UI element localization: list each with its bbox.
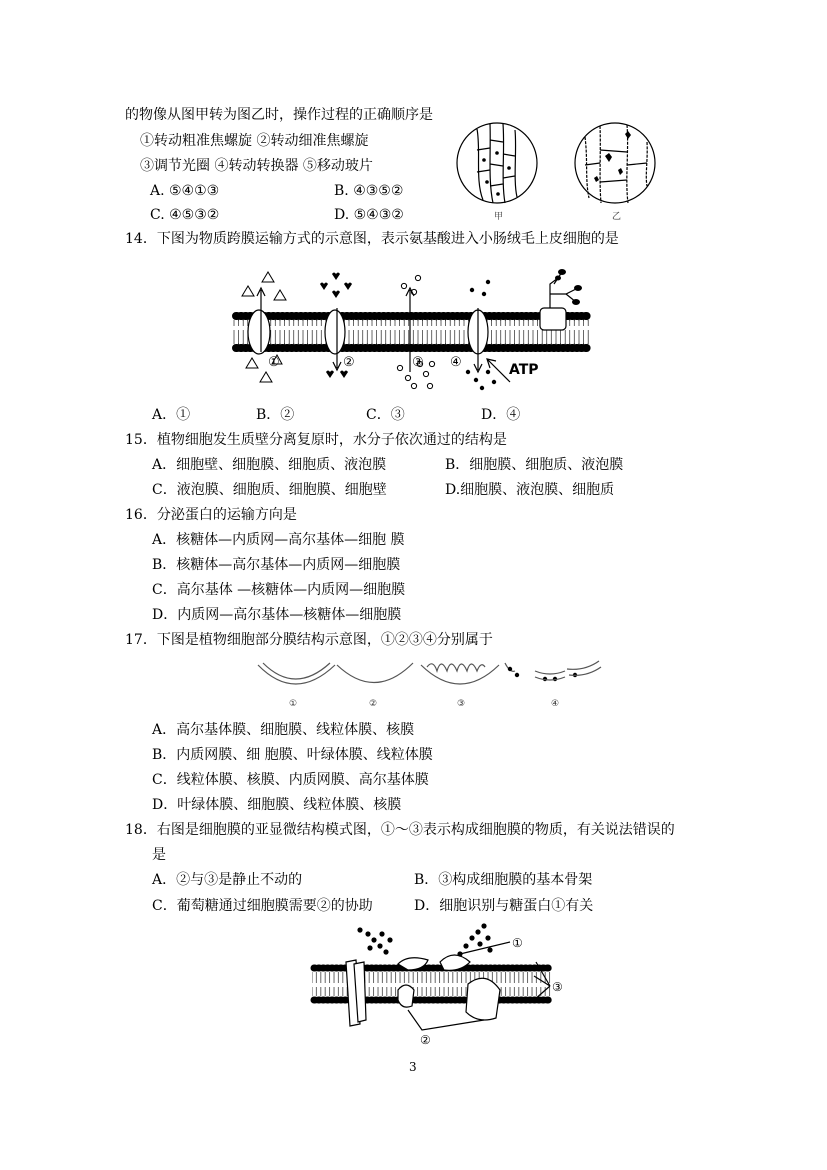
membrane-transport-figure [232,268,602,390]
q16-option-a: A．核糖体—内质网—高尔基体—细胞 膜 [152,532,405,548]
q13-option-b: B. ④③⑤② [334,183,404,199]
q18-option-d: D．细胞识别与糖蛋白①有关 [414,898,594,914]
fig17-label-1: ① [289,699,298,709]
fig14-label-2: ② [343,355,355,370]
fig17-label-3: ③ [457,699,466,709]
q17-option-d: D．叶绿体膜、细胞膜、线粒体膜、核膜 [152,797,402,813]
q18-option-b: B．③构成细胞膜的基本骨架 [414,872,593,888]
q14-stem: 14．下图为物质跨膜运输方式的示意图，表示氨基酸进入小肠绒毛上皮细胞的是 [125,231,619,247]
q15-stem: 15．植物细胞发生质壁分离复原时，水分子依次通过的结构是 [125,432,507,448]
q17-option-a: A．高尔基体膜、细胞膜、线粒体膜、核膜 [152,722,415,738]
q14-option-a: A．① [152,407,191,423]
fig-label-jia: 甲 [494,212,504,222]
fig18-label-3: ③ [552,980,563,994]
q15-option-d: D.细胞膜、液泡膜、细胞质 [445,482,615,498]
q15-option-a: A．细胞壁、细胞膜、细胞质、液泡膜 [152,457,387,473]
fig18-label-2: ② [420,1033,431,1047]
q16-option-b: B．核糖体—高尔基体—内质网—细胞膜 [152,557,401,573]
q18-stem-line2: 是 [152,847,166,863]
q13-steps-line1: ①转动粗准焦螺旋 ②转动细准焦螺旋 [140,133,369,149]
q18-stem-line1: 18．右图是细胞膜的亚显微结构模式图，①～③表示构成细胞膜的物质，有关说法错误的 [125,822,675,838]
q14-option-d: D．④ [481,407,521,423]
fig14-label-atp: ATP [509,362,539,378]
fig17-label-4: ④ [551,699,560,709]
q18-option-a: A．②与③是静止不动的 [152,872,303,888]
fig14-label-4: ④ [450,355,462,370]
q16-stem: 16．分泌蛋白的运输方向是 [125,507,297,523]
q13-steps-line2: ③调节光圈 ④转动转换器 ⑤移动玻片 [140,158,373,174]
q13-option-d: D. ⑤④③② [334,207,404,223]
cell-membrane-model-figure [310,920,580,1048]
fig-label-yi: 乙 [612,212,622,222]
q15-option-c: C．液泡膜、细胞质、细胞膜、细胞壁 [152,482,387,498]
page-number: 3 [409,1060,417,1074]
q16-option-c: C．高尔基体 —核糖体—内质网—细胞膜 [152,582,406,598]
fig14-label-1: ① [268,355,280,370]
q13-stem-tail: 的物像从图甲转为图乙时，操作过程的正确顺序是 [125,107,433,123]
q13-option-a: A. ⑤④①③ [150,183,220,199]
q16-option-d: D．内质网—高尔基体—核糖体—细胞膜 [152,607,402,623]
fig18-label-1: ① [512,936,523,950]
q14-option-b: B．② [256,407,295,423]
fig17-label-2: ② [369,699,378,709]
q15-option-b: B．细胞膜、细胞质、液泡膜 [445,457,624,473]
q18-option-c: C．葡萄糖通过细胞膜需要②的协助 [152,898,373,914]
q17-stem: 17．下图是植物细胞部分膜结构示意图，①②③④分别属于 [125,632,493,648]
q13-option-c: C. ④⑤③② [150,207,220,223]
q17-option-c: C．线粒体膜、核膜、内质网膜、高尔基体膜 [152,772,429,788]
fig14-label-3: ③ [412,355,424,370]
q14-option-c: C．③ [366,407,405,423]
membrane-structures-figure [255,655,605,710]
q17-option-b: B．内质网膜、细 胞膜、叶绿体膜、线粒体膜 [152,747,433,763]
microscope-figure [455,120,665,230]
